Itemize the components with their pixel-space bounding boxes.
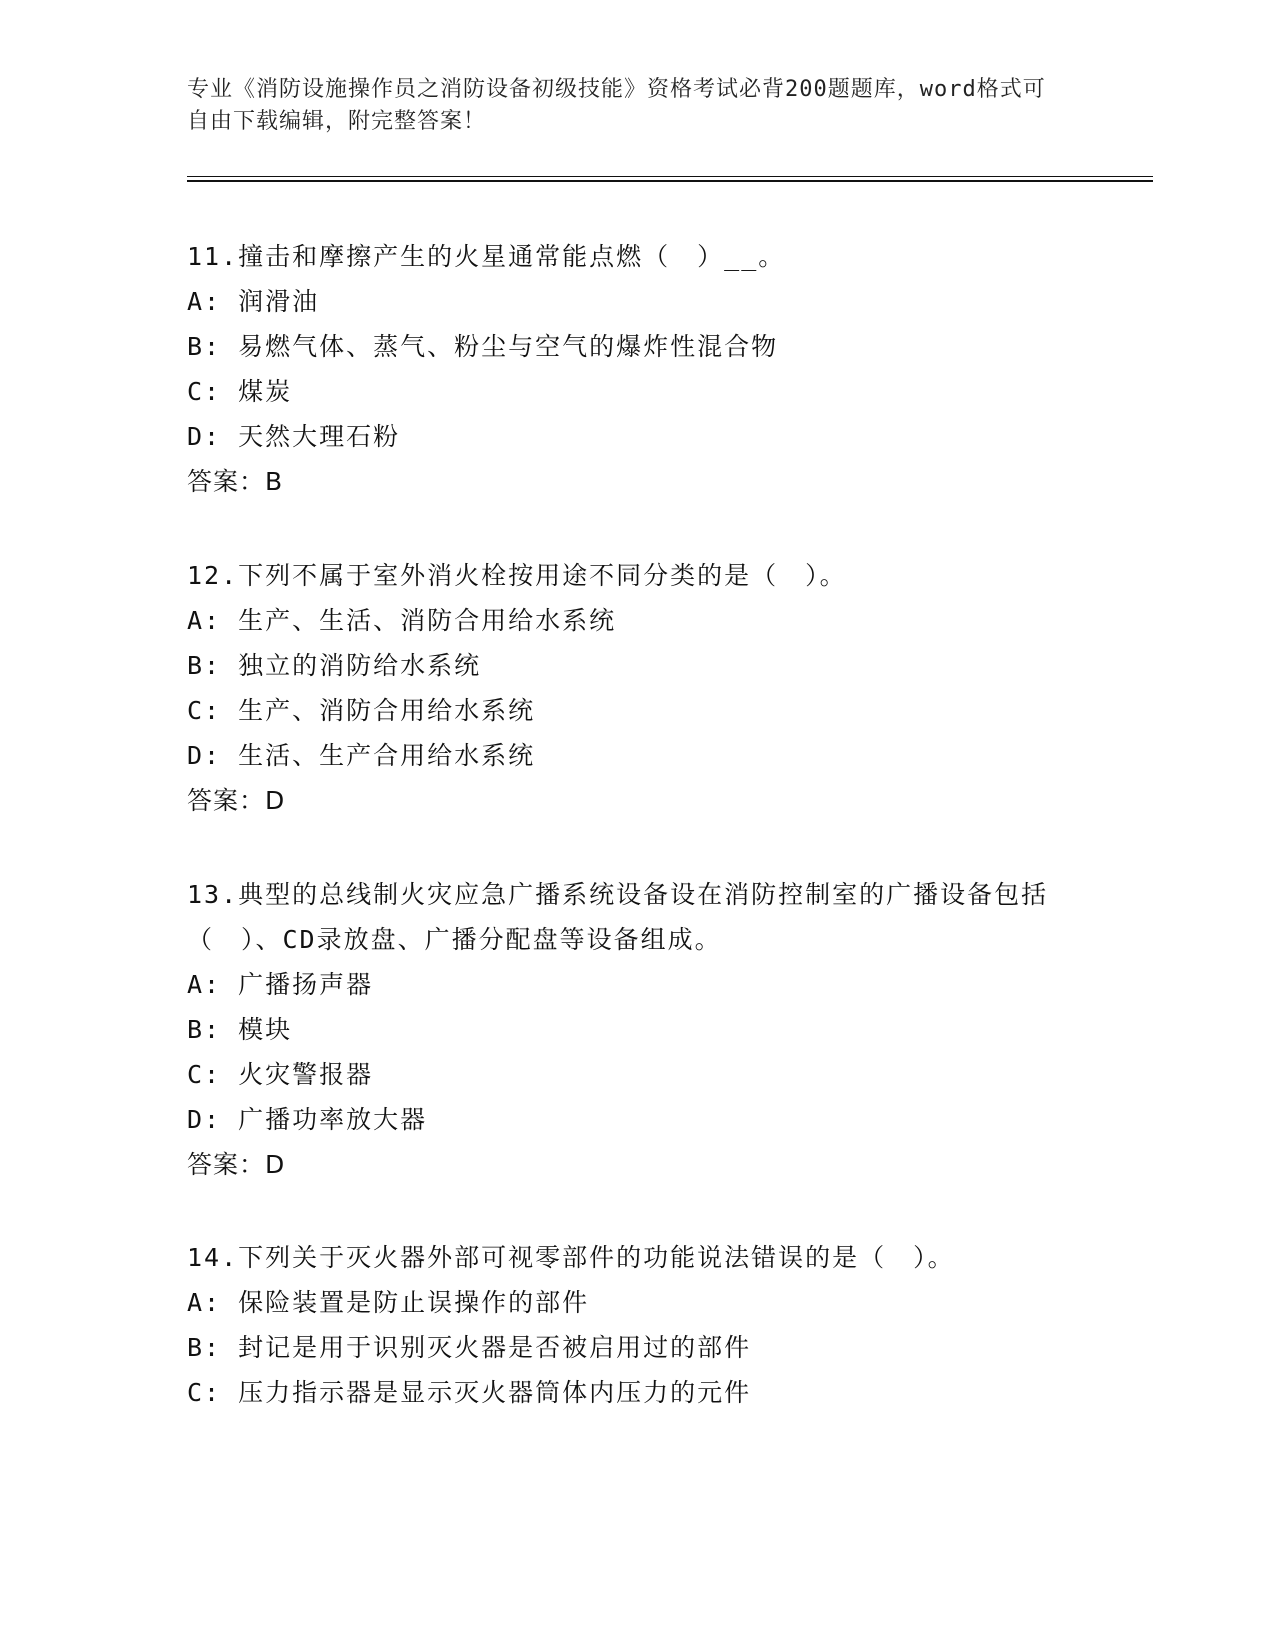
option-a: A: 广播扬声器 <box>187 970 374 999</box>
option-c: C: 火灾警报器 <box>187 1060 374 1089</box>
question-11 <box>187 234 1087 504</box>
answer-line: 答案：D <box>187 1150 286 1179</box>
option-a: A: 润滑油 <box>187 287 320 316</box>
question-stem: 13.典型的总线制火灾应急广播系统设备设在消防控制室的广播设备包括（ ）、CD录放盘、广播分配盘等设备组成。 <box>187 880 1049 954</box>
option-d: D: 广播功率放大器 <box>187 1105 428 1134</box>
header-divider-bottom <box>187 180 1153 182</box>
document-header: 专业《消防设施操作员之消防设备初级技能》资格考试必背200题题库，word格式可自由下载编辑，附完整答案！ <box>187 77 1046 134</box>
option-c: C: 煤炭 <box>187 377 293 406</box>
option-b: B: 封记是用于识别灭火器是否被启用过的部件 <box>187 1333 752 1362</box>
option-b: B: 独立的消防给水系统 <box>187 651 482 680</box>
question-stem: 12.下列不属于室外消火栓按用途不同分类的是（ ）。 <box>187 561 847 590</box>
question-14 <box>187 1235 1087 1415</box>
option-b: B: 易燃气体、蒸气、粉尘与空气的爆炸性混合物 <box>187 332 779 361</box>
question-13 <box>187 872 1087 1187</box>
answer-line: 答案：B <box>187 467 284 496</box>
header-divider-top <box>187 176 1153 177</box>
question-stem: 11.撞击和摩擦产生的火星通常能点燃（ ）__。 <box>187 242 786 271</box>
option-a: A: 保险装置是防止误操作的部件 <box>187 1288 590 1317</box>
answer-line: 答案：D <box>187 786 286 815</box>
option-c: C: 压力指示器是显示灭火器筒体内压力的元件 <box>187 1378 752 1407</box>
option-b: B: 模块 <box>187 1015 293 1044</box>
question-12 <box>187 553 1087 823</box>
question-stem: 14.下列关于灭火器外部可视零部件的功能说法错误的是（ ）。 <box>187 1243 955 1272</box>
option-a: A: 生产、生活、消防合用给水系统 <box>187 606 617 635</box>
option-c: C: 生产、消防合用给水系统 <box>187 696 536 725</box>
option-d: D: 生活、生产合用给水系统 <box>187 741 536 770</box>
option-d: D: 天然大理石粉 <box>187 422 401 451</box>
